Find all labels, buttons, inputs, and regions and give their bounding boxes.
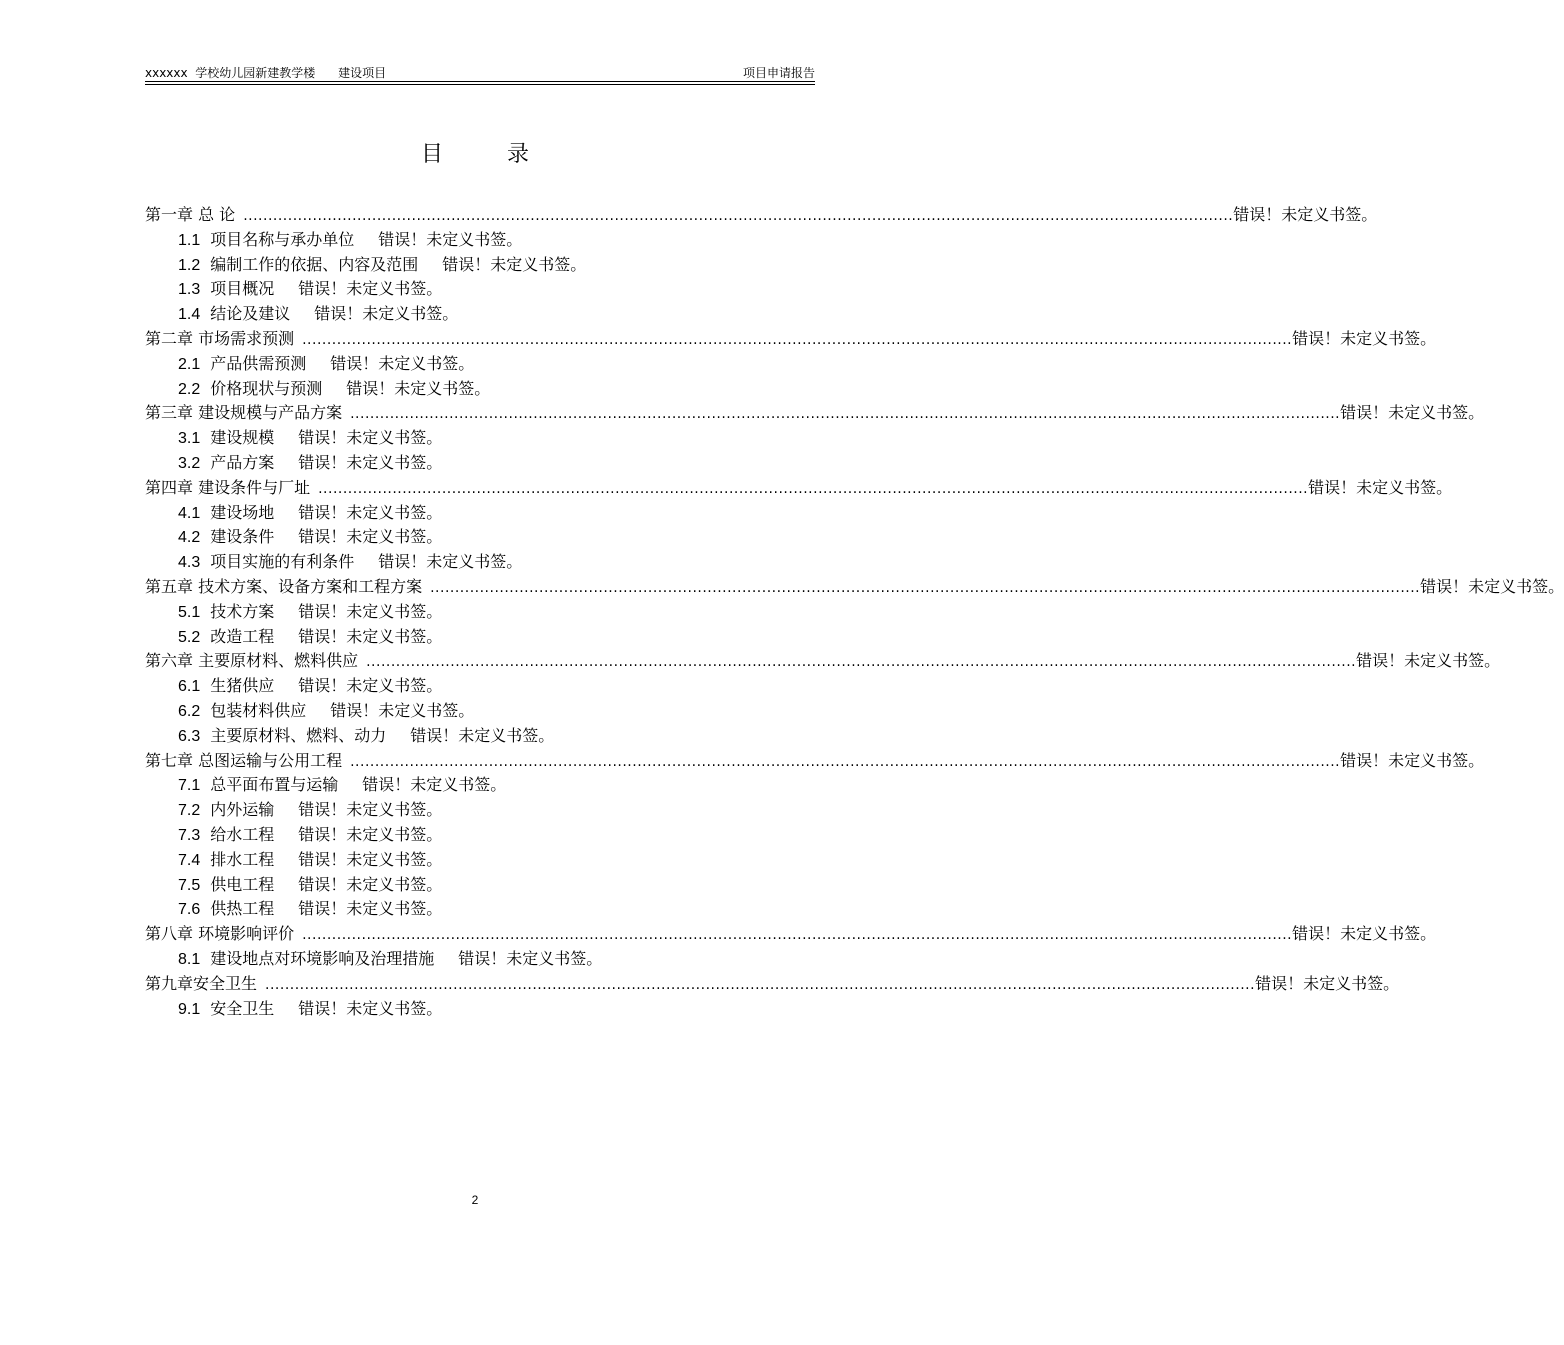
toc-section-label: 内外运输	[210, 800, 275, 820]
toc-section-label: 建设规模	[210, 428, 275, 448]
toc-section-number: 7.4	[178, 851, 201, 869]
toc-section-number: 5.1	[178, 603, 201, 621]
toc-section-label: 建设地点对环境影响及治理措施	[210, 948, 435, 968]
toc-section-number: 8.1	[178, 950, 201, 968]
toc-page-reference: 错误！未定义书签。	[1292, 924, 1437, 944]
toc-leader-dots: ........................................................................................................................................................................................................	[350, 406, 1341, 423]
toc-page-reference: 错误！未定义书签。	[330, 353, 475, 373]
toc-section-number: 4.3	[178, 554, 201, 572]
toc-section-label: 总平面布置与运输	[210, 775, 339, 795]
toc-section-entry[interactable]	[145, 997, 805, 1022]
toc-page-reference: 错误！未定义书签。	[1255, 973, 1400, 993]
toc-section-label: 编制工作的依据、内容及范围	[210, 254, 419, 274]
toc-section-entry[interactable]	[145, 228, 805, 253]
toc-chapter-label: 第九章安全卫生	[145, 973, 258, 993]
toc-section-label: 安全卫生	[210, 998, 275, 1018]
toc-section-label: 建设场地	[210, 502, 275, 522]
toc-section-entry[interactable]	[145, 550, 805, 575]
toc-section-label: 项目名称与承办单位	[210, 229, 355, 249]
toc-page-reference: 错误！未定义书签。	[298, 428, 443, 448]
toc-section-number: 3.2	[178, 454, 201, 472]
toc-chapter-entry[interactable]	[145, 327, 1437, 352]
toc-section-entry[interactable]	[145, 302, 805, 327]
toc-section-entry[interactable]	[145, 773, 805, 798]
toc-page-reference: 错误！未定义书签。	[298, 874, 443, 894]
toc-section-label: 建设条件	[210, 527, 275, 547]
toc-section-entry[interactable]	[145, 277, 805, 302]
toc-section-number: 2.1	[178, 355, 201, 373]
toc-page-reference: 错误！未定义书签。	[298, 527, 443, 547]
toc-chapter-entry[interactable]	[145, 649, 1501, 674]
toc-section-entry[interactable]	[145, 724, 805, 749]
toc-leader-dots: ........................................................................................................................................................................................................	[265, 976, 1256, 993]
toc-page-reference: 错误！未定义书签。	[346, 378, 491, 398]
toc-leader-dots: ........................................................................................................................................................................................................	[350, 753, 1341, 770]
toc-section-entry[interactable]	[145, 674, 805, 699]
toc-section-entry[interactable]	[145, 377, 805, 402]
toc-page-reference: 错误！未定义书签。	[298, 452, 443, 472]
toc-chapter-label: 第六章 主要原材料、燃料供应	[145, 651, 359, 671]
toc-section-entry[interactable]	[145, 625, 805, 650]
toc-section-label: 供热工程	[210, 899, 275, 919]
toc-page-reference: 错误！未定义书签。	[410, 725, 555, 745]
toc-page-reference: 错误！未定义书签。	[330, 700, 475, 720]
toc-section-entry[interactable]	[145, 253, 805, 278]
toc-page-reference: 错误！未定义书签。	[442, 254, 587, 274]
header-report-type: 项目申请报告	[742, 66, 815, 80]
header-document-title: xxxxxx 学校幼儿园新建教学楼 建设项目	[145, 66, 387, 80]
toc-chapter-label: 第八章 环境影响评价	[145, 924, 295, 944]
toc-section-number: 7.3	[178, 826, 201, 844]
toc-section-entry[interactable]	[145, 426, 805, 451]
toc-chapter-label: 第一章 总 论	[145, 205, 236, 224]
toc-section-entry[interactable]	[145, 798, 805, 823]
toc-section-label: 项目实施的有利条件	[210, 552, 355, 572]
toc-chapter-entry[interactable]	[145, 972, 1400, 997]
toc-section-entry[interactable]	[145, 823, 805, 848]
toc-page-reference: 错误！未定义书签。	[298, 824, 443, 844]
toc-chapter-label: 第五章 技术方案、设备方案和工程方案	[145, 576, 423, 596]
toc-chapter-entry[interactable]	[145, 575, 1564, 600]
toc-page-reference: 错误！未定义书签。	[378, 229, 523, 249]
toc-section-label: 产品方案	[210, 452, 275, 472]
toc-section-entry[interactable]	[145, 848, 805, 873]
toc-page-reference: 错误！未定义书签。	[1292, 328, 1437, 348]
toc-leader-dots: ........................................................................................................................................................................................................	[302, 331, 1293, 348]
toc-section-number: 7.1	[178, 777, 201, 795]
toc-page-reference: 错误！未定义书签。	[362, 775, 507, 795]
toc-section-label: 供电工程	[210, 874, 275, 894]
toc-section-entry[interactable]	[145, 600, 805, 625]
toc-page-reference: 错误！未定义书签。	[298, 676, 443, 696]
toc-section-entry[interactable]	[145, 699, 805, 724]
page-number: 2	[471, 1193, 479, 1207]
toc-section-number: 6.1	[178, 678, 201, 696]
toc-leader-dots: ........................................................................................................................................................................................................	[430, 579, 1421, 596]
toc-title	[0, 140, 950, 170]
toc-section-number: 7.6	[178, 901, 201, 919]
toc-title-char-2: 录	[507, 142, 530, 167]
toc-page-reference: 错误！未定义书签。	[314, 304, 459, 324]
toc-page-reference: 错误！未定义书签。	[1340, 403, 1485, 423]
toc-section-number: 9.1	[178, 1000, 201, 1018]
toc-chapter-entry[interactable]	[145, 203, 1378, 228]
toc-page-reference: 错误！未定义书签。	[1356, 651, 1501, 671]
table-of-contents	[145, 203, 1564, 1021]
toc-page-reference: 错误！未定义书签。	[298, 502, 443, 522]
toc-section-number: 2.2	[178, 380, 201, 398]
toc-section-label: 改造工程	[210, 626, 275, 646]
toc-section-label: 项目概况	[210, 279, 275, 299]
toc-page-reference: 错误！未定义书签。	[298, 626, 443, 646]
toc-page-reference: 错误！未定义书签。	[1233, 205, 1378, 224]
toc-chapter-entry[interactable]	[145, 401, 1485, 426]
toc-section-number: 3.1	[178, 430, 201, 448]
toc-section-label: 包装材料供应	[210, 700, 307, 720]
toc-title-char-1: 目	[420, 142, 443, 167]
page-header	[145, 64, 815, 82]
toc-section-number: 6.2	[178, 702, 201, 720]
toc-page-reference: 错误！未定义书签。	[298, 279, 443, 299]
toc-chapter-entry[interactable]	[145, 749, 1485, 774]
toc-page-reference: 错误！未定义书签。	[458, 948, 603, 968]
toc-chapter-entry[interactable]	[145, 476, 1453, 501]
toc-section-label: 主要原材料、燃料、动力	[210, 725, 387, 745]
toc-section-entry[interactable]	[145, 873, 805, 898]
toc-section-entry[interactable]	[145, 897, 805, 922]
header-rule-thin	[145, 84, 815, 85]
toc-leader-dots: ........................................................................................................................................................................................................	[302, 927, 1293, 944]
toc-section-entry[interactable]	[145, 525, 805, 550]
toc-section-number: 1.4	[178, 306, 201, 324]
toc-leader-dots: ........................................................................................................................................................................................................	[318, 480, 1309, 497]
toc-section-number: 1.3	[178, 281, 201, 299]
toc-section-number: 6.3	[178, 727, 201, 745]
toc-section-number: 1.2	[178, 256, 201, 274]
toc-section-label: 结论及建议	[210, 304, 291, 324]
toc-section-number: 7.2	[178, 802, 201, 820]
toc-page-reference: 错误！未定义书签。	[298, 849, 443, 869]
toc-section-label: 给水工程	[210, 824, 275, 844]
toc-page-reference: 错误！未定义书签。	[1340, 750, 1485, 770]
toc-section-number: 7.5	[178, 876, 201, 894]
toc-section-label: 产品供需预测	[210, 353, 307, 373]
toc-section-label: 技术方案	[210, 601, 275, 621]
toc-section-label: 生猪供应	[210, 676, 275, 696]
toc-chapter-label: 第七章 总图运输与公用工程	[145, 750, 343, 770]
toc-section-number: 4.2	[178, 529, 201, 547]
toc-section-entry[interactable]	[145, 947, 805, 972]
toc-chapter-label: 第二章 市场需求预测	[145, 328, 295, 348]
toc-section-entry[interactable]	[145, 451, 805, 476]
toc-section-number: 4.1	[178, 504, 201, 522]
toc-section-number: 1.1	[178, 231, 201, 249]
toc-page-reference: 错误！未定义书签。	[1308, 477, 1453, 497]
toc-section-label: 排水工程	[210, 849, 275, 869]
toc-page-reference: 错误！未定义书签。	[298, 800, 443, 820]
header-rule-thick	[145, 81, 815, 82]
toc-page-reference: 错误！未定义书签。	[298, 899, 443, 919]
toc-chapter-label: 第四章 建设条件与厂址	[145, 477, 311, 497]
toc-leader-dots: ........................................................................................................................................................................................................	[243, 208, 1234, 224]
toc-chapter-label: 第三章 建设规模与产品方案	[145, 403, 343, 423]
toc-section-entry[interactable]	[145, 501, 805, 526]
toc-page-reference: 错误！未定义书签。	[298, 998, 443, 1018]
toc-section-number: 5.2	[178, 628, 201, 646]
toc-section-entry[interactable]	[145, 352, 805, 377]
toc-page-reference: 错误！未定义书签。	[1420, 576, 1564, 596]
toc-chapter-entry[interactable]	[145, 922, 1437, 947]
toc-page-reference: 错误！未定义书签。	[378, 552, 523, 572]
toc-page-reference: 错误！未定义书签。	[298, 601, 443, 621]
toc-section-label: 价格现状与预测	[210, 378, 323, 398]
toc-leader-dots: ........................................................................................................................................................................................................	[366, 654, 1357, 671]
